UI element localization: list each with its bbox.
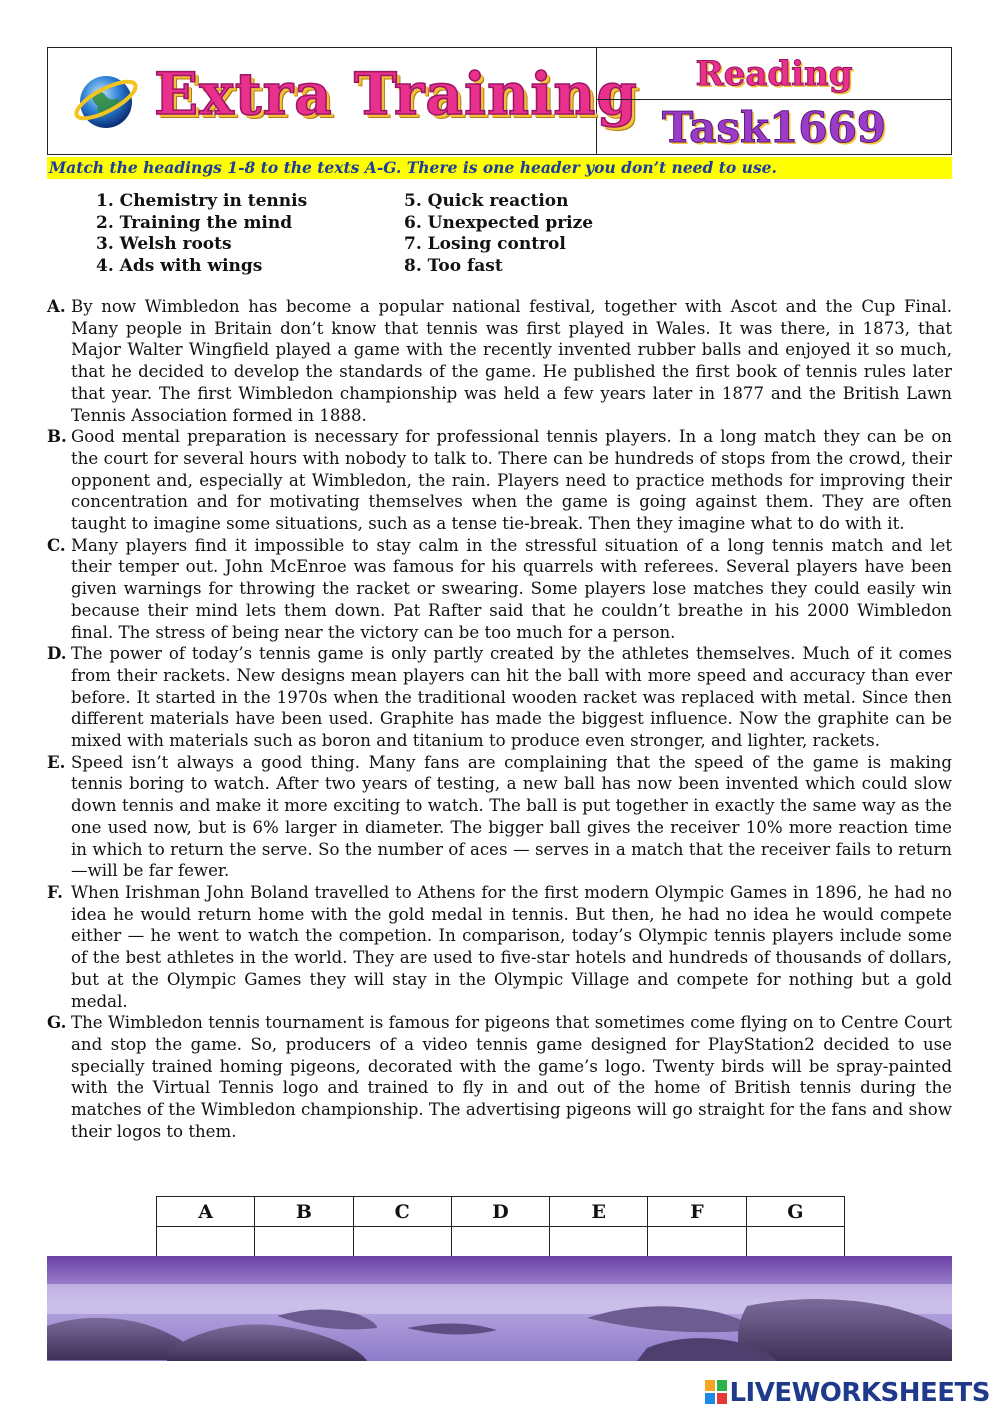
heading-item: 2. Training the mind xyxy=(96,212,293,233)
answer-column-header: C xyxy=(353,1197,451,1227)
paragraph-body: By now Wimbledon has become a popular national festival, together with Ascot and the Cup Final. Many people in Britain don’t know that tennis was first played in Wales. It was there, in 1873, that Major Walter Wingfield played a game with the recently invented rubber balls and enjoyed it so much, that he decided to develop the standards of the game. He published the first book of tennis rules later that year. The first Wimbledon championship was held a few years later in 1877 and the British Lawn Tennis Association formed in 1888. xyxy=(71,297,952,425)
headings-column-1 xyxy=(96,191,307,278)
liveworksheets-logo-icon xyxy=(705,1380,727,1404)
paragraph-letter: F. xyxy=(47,881,63,902)
answer-cell-a[interactable] xyxy=(157,1227,255,1258)
answer-cell-f[interactable] xyxy=(648,1227,746,1258)
answer-input-row xyxy=(157,1227,845,1258)
task-cell xyxy=(597,100,951,154)
text-paragraph-f xyxy=(47,882,952,1012)
task-number: 1669 xyxy=(769,103,887,152)
text-paragraph-a xyxy=(47,296,952,426)
header-box xyxy=(47,47,952,155)
answer-header-row xyxy=(157,1197,845,1227)
paragraph-letter: D. xyxy=(47,643,67,664)
heading-item: 5. Quick reaction xyxy=(404,191,569,211)
paragraph-body: Many players find it impossible to stay calm in the stressful situation of a long tennis match and let their temper out. John McEnroe was famous for his quarrels with referees. Several players have been given warnings for throwing the racket or swearing. Some players lose matches they could easily win because their mind lets them down. Pat Rafter said that he couldn’t breathe in his 2000 Wimbledon final. The stress of being near the victory can be too much for a person. xyxy=(71,535,952,642)
answer-column-header: F xyxy=(648,1197,746,1227)
text-paragraph-e xyxy=(47,752,952,882)
footer-brand xyxy=(705,1378,990,1408)
answer-cell-d[interactable] xyxy=(451,1227,549,1258)
paragraph-letter: E. xyxy=(47,751,66,772)
reading-texts xyxy=(47,296,952,1142)
subject-cell xyxy=(597,48,951,100)
paragraph-letter: C. xyxy=(47,534,66,555)
heading-item: 6. Unexpected prize xyxy=(404,212,594,233)
heading-item: 4. Ads with wings xyxy=(96,256,263,277)
paragraph-body: Good mental preparation is necessary for professional tennis players. In a long match they can be on the court for several hours with nobody to talk to. There can be hundreds of stops from the crowd, their opponent and, especially at Wimbledon, the rain. Players need to practice methods for improving their concentration and for motivating themselves when the game is going against them. They are often taught to imagine some situations, such as a tense tie-break. Then they imagine what to do with it. xyxy=(71,427,952,534)
paragraph-letter: B. xyxy=(47,426,67,447)
brand-title: Extra Training xyxy=(154,60,638,128)
text-paragraph-c xyxy=(47,535,952,644)
answer-cell-c[interactable] xyxy=(353,1227,451,1258)
instruction-bar: Match the headings 1-8 to the texts A-G. There is one header you don’t need to use. xyxy=(47,157,952,179)
heading-item: 8. Too fast xyxy=(404,256,503,277)
headings-column-2 xyxy=(404,191,593,278)
footer-brand-text: LIVEWORKSHEETS xyxy=(729,1378,990,1408)
answer-column-header: D xyxy=(451,1197,549,1227)
text-paragraph-d xyxy=(47,643,952,752)
text-paragraph-b xyxy=(47,426,952,535)
answer-cell-e[interactable] xyxy=(550,1227,648,1258)
paragraph-letter: A. xyxy=(47,296,66,316)
paragraph-body: Speed isn’t always a good thing. Many fans are complaining that the speed of the game is making tennis boring to watch. After two years of testing, a new ball has now been invented which could slow down tennis and make it more exciting to watch. The ball is put together in exactly the same way as the one used now, but is 6% larger in diameter. The bigger ball gives the receiver 10% more reaction time in which to return the serve. So the number of aces — serves in a match that the receiver fails to return —will be far fewer. xyxy=(71,752,952,881)
subject-label: Reading xyxy=(695,54,853,94)
answer-column-header: E xyxy=(550,1197,648,1227)
paragraph-body: When Irishman John Boland travelled to Athens for the first modern Olympic Games in 1896, he had no idea he would return home with the gold medal in tennis. But then, he had no idea he would compete either — he went to watch the competion. In comparison, today’s Olympic tennis players include some of the best athletes in the world. They are used to five-star hotels and hundreds of thousands of dollars, but at the Olympic Games they will stay in the Olympic Village and compete for nothing but a gold medal. xyxy=(71,882,952,1011)
text-paragraph-g xyxy=(47,1012,952,1142)
globe-icon xyxy=(72,66,140,134)
paragraph-body: The power of today’s tennis game is only partly created by the athletes themselves. Much of it comes from their rackets. New designs mean players can hit the ball with more speed and accuracy than ever before. It started in the 1970s when the traditional wooden racket was replaced with metal. Since then different materials have been used. Graphite has made the biggest influence. Now the graphite can be mixed with materials such as boron and titanium to produce even stronger, and lighter, rackets. xyxy=(71,644,952,751)
answer-column-header: A xyxy=(157,1197,255,1227)
heading-item: 3. Welsh roots xyxy=(96,234,232,255)
task-label: Task xyxy=(661,103,770,152)
heading-item: 7. Losing control xyxy=(404,234,566,255)
answer-table xyxy=(156,1196,845,1257)
answer-column-header: B xyxy=(255,1197,353,1227)
answer-column-header: G xyxy=(746,1197,844,1227)
brand-panel xyxy=(48,48,638,154)
heading-item: 1. Chemistry in tennis xyxy=(96,191,308,211)
paragraph-body: The Wimbledon tennis tournament is famous for pigeons that sometimes come flying on to Centre Court and stop the game. So, producers of a video tennis game designed for PlayStation2 decided to use specially trained homing pigeons, decorated with the game’s logo. Twenty birds will be spray-painted with the Virtual Tennis logo and trained to fly in and out of the home of British tennis during the matches of the Wimbledon championship. The advertising pigeons will go straight for the fans and show their logos to them. xyxy=(71,1013,952,1141)
answer-cell-b[interactable] xyxy=(255,1227,353,1258)
paragraph-letter: G. xyxy=(47,1012,67,1033)
seascape-photo xyxy=(47,1256,952,1361)
answer-cell-g[interactable] xyxy=(746,1227,844,1258)
